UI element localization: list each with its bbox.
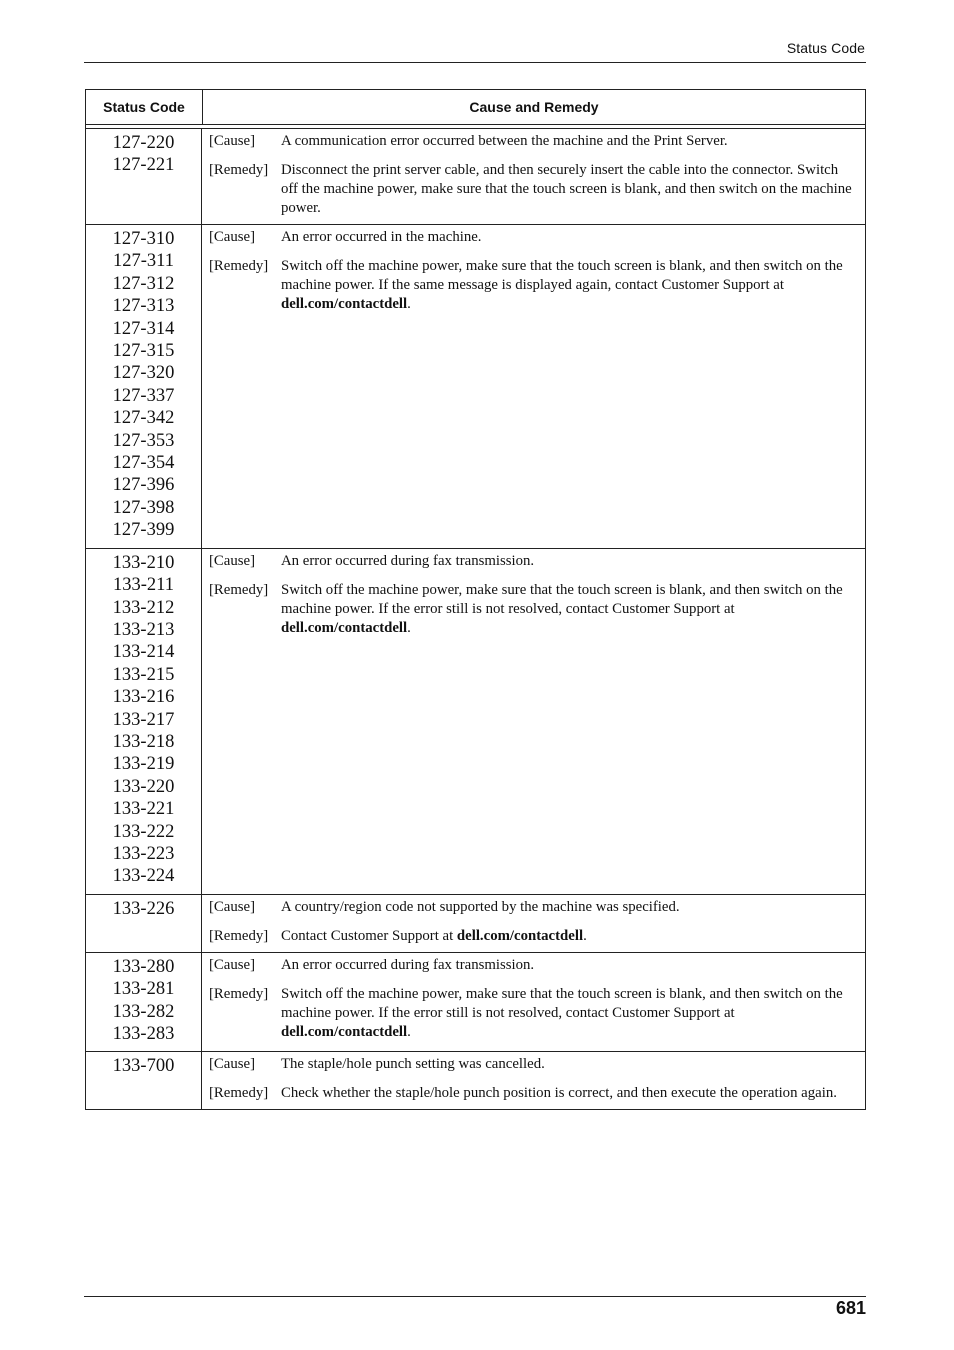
running-header-title: Status Code xyxy=(786,40,865,56)
column-header-cause-and-remedy: Cause and Remedy xyxy=(469,99,599,115)
remedy-text xyxy=(281,581,857,638)
cause-remedy-cell xyxy=(202,549,865,894)
cause-text: A country/region code not supported by the machine was specified. xyxy=(281,898,680,915)
remedy-text xyxy=(281,161,857,218)
remedy-body: Contact Customer Support at xyxy=(281,927,457,944)
cause-text: The staple/hole punch setting was cancelled. xyxy=(281,1056,545,1073)
cause-text: An error occurred during fax transmission. xyxy=(281,552,535,569)
cause-remedy-cell xyxy=(202,895,865,952)
remedy-entry xyxy=(209,1084,857,1103)
remedy-label: [Remedy] xyxy=(209,927,269,944)
remedy-suffix: . xyxy=(583,927,587,944)
cause-label: [Cause] xyxy=(209,956,256,973)
status-code: 133-700 xyxy=(112,1056,175,1077)
remedy-entry xyxy=(209,927,857,946)
remedy-body: Disconnect the print server cable, and then securely insert the cable into the connector. Switch off the machine power, make sure that the touch screen is blank, and then switch on the machine power. xyxy=(281,162,852,216)
remedy-label: [Remedy] xyxy=(209,1085,269,1102)
footer-rule xyxy=(84,1296,866,1297)
cause-entry xyxy=(209,898,857,917)
status-code: 133-215 xyxy=(112,664,175,685)
status-code: 127-315 xyxy=(112,341,175,362)
table-row xyxy=(86,895,865,953)
remedy-entry xyxy=(209,581,857,638)
status-code-cell xyxy=(86,225,202,548)
remedy-text xyxy=(281,1084,857,1103)
status-code: 133-219 xyxy=(112,754,175,775)
remedy-suffix: . xyxy=(407,1023,411,1040)
remedy-body: Switch off the machine power, make sure that the touch screen is blank, and then switch on the machine power. If the error still is not resolved, contact Customer Support at xyxy=(281,581,843,617)
status-code: 127-342 xyxy=(112,408,175,429)
support-link[interactable]: dell.com/contactdell xyxy=(456,927,584,944)
status-code: 133-213 xyxy=(112,619,175,640)
status-code: 133-216 xyxy=(112,687,175,708)
cause-text: An error occurred during fax transmission. xyxy=(281,956,535,973)
status-code-cell xyxy=(86,129,202,224)
column-header-status-code: Status Code xyxy=(86,90,203,124)
status-code: 133-282 xyxy=(112,1001,175,1022)
support-link[interactable]: dell.com/contactdell xyxy=(281,619,408,636)
cause-entry xyxy=(209,1055,857,1074)
status-code: 127-354 xyxy=(112,453,175,474)
status-code: 127-311 xyxy=(113,251,174,272)
remedy-entry xyxy=(209,985,857,1042)
cause-text: A communication error occurred between the machine and the Print Server. xyxy=(281,133,728,149)
cause-entry xyxy=(209,228,857,247)
remedy-entry xyxy=(209,257,857,314)
table-row xyxy=(86,129,865,225)
support-link[interactable]: dell.com/contactdell xyxy=(281,296,408,312)
remedy-label: [Remedy] xyxy=(209,258,269,274)
status-code: 127-221 xyxy=(112,155,175,176)
cause-label: [Cause] xyxy=(209,1056,256,1073)
cause-remedy-cell xyxy=(202,225,865,548)
table-body xyxy=(86,129,865,1109)
cause-entry xyxy=(209,552,857,571)
status-code: 133-226 xyxy=(112,898,175,919)
status-code: 127-220 xyxy=(112,133,175,153)
remedy-entry xyxy=(209,161,857,218)
status-code: 127-314 xyxy=(112,318,175,339)
status-code: 127-396 xyxy=(112,475,175,496)
status-code: 127-312 xyxy=(112,273,175,294)
cause-remedy-cell xyxy=(202,953,865,1052)
status-code: 133-217 xyxy=(112,709,175,730)
status-code: 127-337 xyxy=(112,385,175,406)
remedy-body: Switch off the machine power, make sure that the touch screen is blank, and then switch on the machine power. If the same message is displayed again, contact Customer Support at xyxy=(281,258,843,293)
cause-label: [Cause] xyxy=(209,552,256,569)
remedy-text xyxy=(281,257,857,314)
status-code: 127-399 xyxy=(112,520,175,541)
cause-label: [Cause] xyxy=(209,133,256,149)
cause-remedy-cell xyxy=(202,1052,865,1109)
remedy-body: Switch off the machine power, make sure that the touch screen is blank, and then switch on the machine power. If the error still is not resolved, contact Customer Support at xyxy=(281,985,843,1021)
page-number: 681 xyxy=(835,1298,866,1318)
remedy-label: [Remedy] xyxy=(209,581,269,598)
status-code-cell xyxy=(86,953,202,1052)
status-code-cell xyxy=(86,549,202,894)
status-code: 133-223 xyxy=(112,843,175,864)
status-code: 133-280 xyxy=(112,956,175,977)
remedy-suffix: . xyxy=(407,619,411,636)
table-header xyxy=(86,90,865,125)
support-link[interactable]: dell.com/contactdell xyxy=(281,1023,408,1040)
table-row xyxy=(86,1052,865,1109)
status-code: 127-353 xyxy=(112,430,175,451)
cause-text: An error occurred in the machine. xyxy=(281,229,482,245)
table-row xyxy=(86,953,865,1053)
status-code: 133-283 xyxy=(112,1024,175,1044)
status-code: 133-212 xyxy=(112,597,175,618)
remedy-text xyxy=(281,927,857,946)
cause-label: [Cause] xyxy=(209,898,256,915)
status-code: 133-224 xyxy=(112,866,175,887)
status-code: 133-281 xyxy=(112,979,175,1000)
status-code: 133-210 xyxy=(112,552,175,573)
table-row xyxy=(86,225,865,549)
remedy-suffix: . xyxy=(407,296,411,312)
remedy-text xyxy=(281,985,857,1042)
cause-remedy-cell xyxy=(202,129,865,224)
remedy-label: [Remedy] xyxy=(209,162,269,178)
cause-entry xyxy=(209,132,857,151)
header-rule xyxy=(84,62,866,63)
status-code: 133-222 xyxy=(112,821,175,842)
status-code: 133-218 xyxy=(112,731,175,752)
status-code: 127-310 xyxy=(112,229,175,249)
status-code-cell xyxy=(86,1052,202,1109)
status-code: 127-398 xyxy=(112,497,175,518)
cause-entry xyxy=(209,956,857,975)
status-code: 133-220 xyxy=(112,776,175,797)
status-code: 133-211 xyxy=(113,575,174,596)
status-code-cell xyxy=(86,895,202,952)
table-row xyxy=(86,549,865,895)
remedy-label: [Remedy] xyxy=(209,985,269,1002)
remedy-body: Check whether the staple/hole punch position is correct, and then execute the operation again. xyxy=(281,1085,837,1102)
status-code: 127-320 xyxy=(112,363,175,384)
status-code: 133-214 xyxy=(112,642,175,663)
status-code: 127-313 xyxy=(112,296,175,317)
status-code: 133-221 xyxy=(112,799,175,820)
status-code-table xyxy=(85,89,866,1110)
cause-label: [Cause] xyxy=(209,229,256,245)
